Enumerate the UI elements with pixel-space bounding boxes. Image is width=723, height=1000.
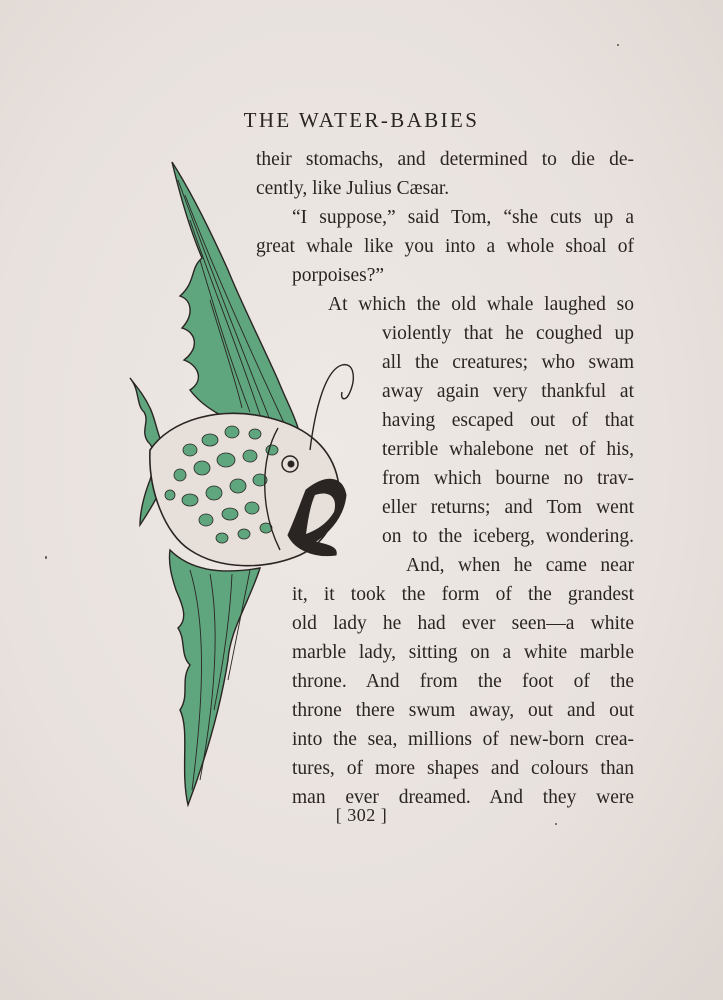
text-line: tures, of more shapes and colours than	[292, 758, 634, 779]
text-line: on to the iceberg, wondering.	[382, 526, 634, 547]
paper-speck	[555, 823, 557, 825]
text-line: And, when he came near	[406, 555, 634, 576]
text-line: terrible whalebone net of his,	[382, 439, 634, 460]
paper-speck	[45, 556, 47, 559]
text-line: man ever dreamed. And they were	[292, 787, 634, 808]
running-head: THE WATER-BABIES	[243, 108, 480, 132]
text-line: all the creatures; who swam	[382, 352, 634, 373]
text-line: At which the old whale laughed so	[328, 294, 634, 315]
text-line: throne. And from the foot of the	[292, 671, 634, 692]
text-line: cently, like Julius Cæsar.	[256, 178, 450, 199]
text-line: throne there swum away, out and out	[292, 700, 634, 721]
text-line: having escaped out of that	[382, 410, 634, 431]
text-line: into the sea, millions of new-born crea-	[292, 729, 634, 750]
page-number: [ 302 ]	[335, 805, 388, 825]
text-line: great whale like you into a whole shoal of	[256, 236, 634, 257]
text-line: their stomachs, and determined to die de-	[256, 149, 634, 170]
text-line: marble lady, sitting on a white marble	[292, 642, 634, 663]
text-line: “I suppose,” said Tom, “she cuts up a	[292, 207, 634, 228]
text-line: porpoises?”	[292, 265, 385, 286]
text-line: from which bourne no trav-	[382, 468, 634, 489]
text-line: away again very thankful at	[382, 381, 634, 402]
text-line: violently that he coughed up	[382, 323, 634, 344]
text-line: it, it took the form of the grandest	[292, 584, 634, 605]
text-line: old lady he had ever seen—a white	[292, 613, 634, 634]
text-line: eller returns; and Tom went	[382, 497, 634, 518]
paper-speck	[617, 44, 619, 46]
